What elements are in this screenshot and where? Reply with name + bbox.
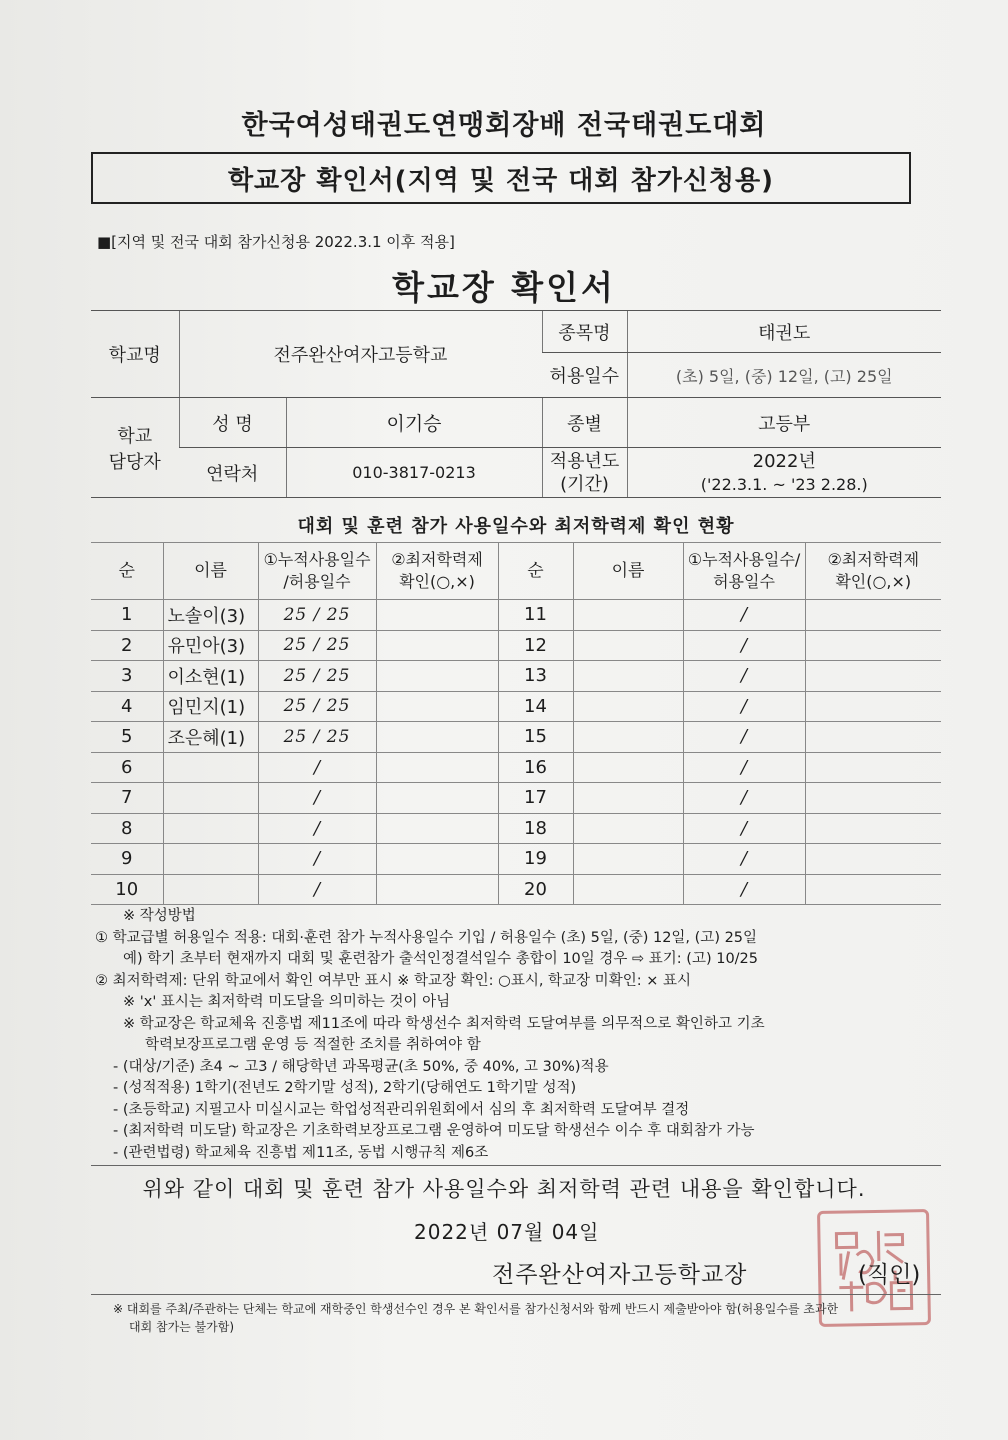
row-check <box>376 630 498 661</box>
row-check <box>376 722 498 753</box>
detail-3: - (초등학교) 지필고사 미실시교는 학업성적관리위원회에서 심의 후 최저학력 도달여부 결정 <box>113 1101 690 1118</box>
row-no: 7 <box>91 783 163 814</box>
row-no: 6 <box>91 752 163 783</box>
row-name <box>163 783 258 814</box>
row-no-right: 13 <box>498 661 573 692</box>
row-days: / <box>258 752 376 783</box>
row-name <box>163 874 258 905</box>
header-days-line1: ①누적사용일수 <box>263 550 371 569</box>
note-1: ① 학교급별 허용일수 적용: 대회·훈련 참가 누적사용일수 기입 / 허용일수 (초) 5일, (중) 12일, (고) 25일 <box>95 929 758 946</box>
detail-4: - (최저학력 미도달) 학교장은 기초학력보장프로그램 운영하여 미도달 학생선수 이수 후 대회참가 가능 <box>113 1123 755 1139</box>
note-2b: ※ 학교장은 학교체육 진흥법 제11조에 따라 학생선수 최저학력 도달여부를 의무적으로 확인하고 기초 <box>123 1015 765 1032</box>
division-label: 종별 <box>542 398 627 448</box>
row-name-right <box>573 600 683 631</box>
note-2: ② 최저학력제: 단위 학교에서 확인 여부만 표시 ※ 학교장 확인: ○표시, 학교장 미확인: × 표시 <box>95 972 691 989</box>
header-days-right-line2: 허용일수 <box>713 572 775 591</box>
header-check-right-line1: ②최저학력제 <box>827 550 920 569</box>
row-check-right <box>805 661 941 692</box>
header-check <box>376 543 498 600</box>
row-name: 이소현(1) <box>163 661 258 692</box>
staff-label <box>91 398 179 498</box>
header-name: 이름 <box>163 543 258 600</box>
detail-5: - (관련법령) 학교체육 진흥법 제11조, 동법 시행규칙 제6조 <box>113 1144 489 1161</box>
row-no-right: 20 <box>498 874 573 905</box>
form-title-box-text: 학교장 확인서(지역 및 전국 대회 참가신청용) <box>227 165 775 196</box>
row-name-right <box>573 661 683 692</box>
seal-label: (직인) <box>858 1262 921 1288</box>
row-days: 25 / 25 <box>258 722 376 753</box>
row-name-right <box>573 630 683 661</box>
row-name-right <box>573 722 683 753</box>
row-days: / <box>258 813 376 844</box>
row-days-right: / <box>683 691 805 722</box>
roster-row <box>91 874 941 905</box>
row-days-right: / <box>683 600 805 631</box>
row-days: 25 / 25 <box>258 600 376 631</box>
row-no: 1 <box>91 600 163 631</box>
row-name-right <box>573 691 683 722</box>
row-days: / <box>258 783 376 814</box>
confirmation-text: 위와 같이 대회 및 훈련 참가 사용일수와 최저학력 관련 내용을 확인합니다. <box>142 1177 866 1201</box>
form-title-box <box>91 152 911 204</box>
sport-value: 태권도 <box>627 311 941 353</box>
row-check <box>376 600 498 631</box>
row-check-right <box>805 752 941 783</box>
row-days: / <box>258 844 376 875</box>
row-check <box>376 661 498 692</box>
divider-footer <box>91 1294 941 1295</box>
row-check-right <box>805 813 941 844</box>
detail-2: - (성적적용) 1학기(전년도 2학기말 성적), 2학기(당해연도 1학기말 성적) <box>113 1080 577 1096</box>
row-no: 3 <box>91 661 163 692</box>
row-check <box>376 844 498 875</box>
row-days-right: / <box>683 844 805 875</box>
row-check <box>376 813 498 844</box>
row-no: 4 <box>91 691 163 722</box>
row-no: 5 <box>91 722 163 753</box>
footnote-line2: 대회 참가는 불가함) <box>129 1320 235 1334</box>
row-name-right <box>573 874 683 905</box>
row-check-right <box>805 783 941 814</box>
row-name-right <box>573 844 683 875</box>
header-name-right: 이름 <box>573 543 683 600</box>
staff-label-line1: 학교 <box>117 425 153 447</box>
row-check-right <box>805 722 941 753</box>
roster-table <box>91 542 941 905</box>
row-name: 임민지(1) <box>163 691 258 722</box>
roster-row <box>91 813 941 844</box>
row-no-right: 16 <box>498 752 573 783</box>
division-value: 고등부 <box>627 398 941 448</box>
row-check <box>376 752 498 783</box>
instructions <box>95 906 955 1164</box>
roster-row <box>91 630 941 661</box>
school-info-table <box>91 310 941 498</box>
row-days-right: / <box>683 874 805 905</box>
row-days-right: / <box>683 630 805 661</box>
row-no: 9 <box>91 844 163 875</box>
row-no-right: 18 <box>498 813 573 844</box>
notes-heading: ※ 작성방법 <box>123 908 196 924</box>
note-2c: 학력보장프로그램 운영 등 적절한 조치를 취하여야 함 <box>145 1037 481 1053</box>
roster-row <box>91 722 941 753</box>
divider <box>91 1165 941 1166</box>
contact-value: 010-3817-0213 <box>286 448 542 498</box>
apply-note: ■[지역 및 전국 대회 참가신청용 2022.3.1 이후 적용] <box>97 233 455 251</box>
footnote-line1: ※ 대회를 주최/주관하는 단체는 학교에 재학중인 학생선수인 경우 본 확인서를 참가신청서와 함께 반드시 제출받아야 함(허용일수를 초과한 <box>113 1302 839 1316</box>
event-title: 한국여성태권도연맹회장배 전국태권도대회 <box>241 110 767 141</box>
row-no-right: 17 <box>498 783 573 814</box>
row-check-right <box>805 630 941 661</box>
row-days-right: / <box>683 752 805 783</box>
sport-label: 종목명 <box>542 311 627 353</box>
row-no-right: 14 <box>498 691 573 722</box>
row-check <box>376 874 498 905</box>
header-check-line1: ②최저학력제 <box>391 550 483 569</box>
row-days-right: / <box>683 783 805 814</box>
detail-1: - (대상/기준) 초4 ~ 고3 / 해당학년 과목평균(초 50%, 중 40%, 고 30%)적용 <box>113 1058 609 1075</box>
principal-name: 전주완산여자고등학교장 <box>492 1262 748 1288</box>
school-name-value: 전주완산여자고등학교 <box>179 311 542 398</box>
year-label-line1: 적용년도 <box>549 450 620 472</box>
form-title: 학교장 확인서 <box>392 268 616 307</box>
signature-date: 2022년 07월 04일 <box>414 1220 600 1244</box>
row-name <box>163 752 258 783</box>
year-value <box>627 448 941 498</box>
row-days-right: / <box>683 661 805 692</box>
row-days: 25 / 25 <box>258 691 376 722</box>
row-name <box>163 813 258 844</box>
row-no-right: 15 <box>498 722 573 753</box>
row-check <box>376 783 498 814</box>
header-no-right: 순 <box>498 543 573 600</box>
header-days-right-line1: ①누적사용일수/ <box>687 550 801 569</box>
header-check-right <box>805 543 941 600</box>
row-no-right: 12 <box>498 630 573 661</box>
row-name-right <box>573 813 683 844</box>
row-check-right <box>805 844 941 875</box>
year-label-line2: (기간) <box>560 473 609 495</box>
roster-row <box>91 661 941 692</box>
roster-row <box>91 600 941 631</box>
row-name: 조은혜(1) <box>163 722 258 753</box>
header-days-line2: /허용일수 <box>283 572 351 591</box>
roster-row <box>91 691 941 722</box>
roster-row <box>91 783 941 814</box>
row-no-right: 19 <box>498 844 573 875</box>
row-days: / <box>258 874 376 905</box>
header-check-right-line2: 확인(○,×) <box>835 572 912 591</box>
header-days <box>258 543 376 600</box>
row-name-right <box>573 752 683 783</box>
row-days: 25 / 25 <box>258 630 376 661</box>
row-days: 25 / 25 <box>258 661 376 692</box>
staff-label-line2: 담당자 <box>108 451 161 473</box>
roster-row <box>91 844 941 875</box>
row-no: 2 <box>91 630 163 661</box>
row-no: 8 <box>91 813 163 844</box>
staff-name-label: 성 명 <box>179 398 286 448</box>
note-2a: ※ 'x' 표시는 최저학력 미도달을 의미하는 것이 아님 <box>123 994 451 1010</box>
section-title: 대회 및 훈련 참가 사용일수와 최저학력제 확인 현황 <box>297 516 735 537</box>
allow-days-label: 허용일수 <box>542 353 627 398</box>
year-label <box>542 448 627 498</box>
row-no: 10 <box>91 874 163 905</box>
contact-label: 연락처 <box>179 448 286 498</box>
row-name: 노솔이(3) <box>163 600 258 631</box>
header-days-right <box>683 543 805 600</box>
row-name: 유민아(3) <box>163 630 258 661</box>
year-value-line2: ('22.3.1. ~ '23 2.28.) <box>700 474 868 494</box>
row-name-right <box>573 783 683 814</box>
header-check-line2: 확인(○,×) <box>399 572 475 591</box>
row-check-right <box>805 691 941 722</box>
roster-row <box>91 752 941 783</box>
row-days-right: / <box>683 722 805 753</box>
staff-name-value: 이기승 <box>286 398 542 448</box>
allow-days-value: (초) 5일, (중) 12일, (고) 25일 <box>627 353 941 398</box>
year-value-line1: 2022년 <box>752 450 816 472</box>
school-name-label: 학교명 <box>91 311 179 398</box>
row-days-right: / <box>683 813 805 844</box>
row-check-right <box>805 600 941 631</box>
row-no-right: 11 <box>498 600 573 631</box>
row-check <box>376 691 498 722</box>
footnote <box>113 1300 943 1336</box>
header-no: 순 <box>91 543 163 600</box>
row-check-right <box>805 874 941 905</box>
row-name <box>163 844 258 875</box>
note-1-example: 예) 학기 초부터 현재까지 대회 및 훈련참가 출석인정결석일수 총합이 10일 경우 ⇨ 표기: (고) 10/25 <box>123 951 759 967</box>
